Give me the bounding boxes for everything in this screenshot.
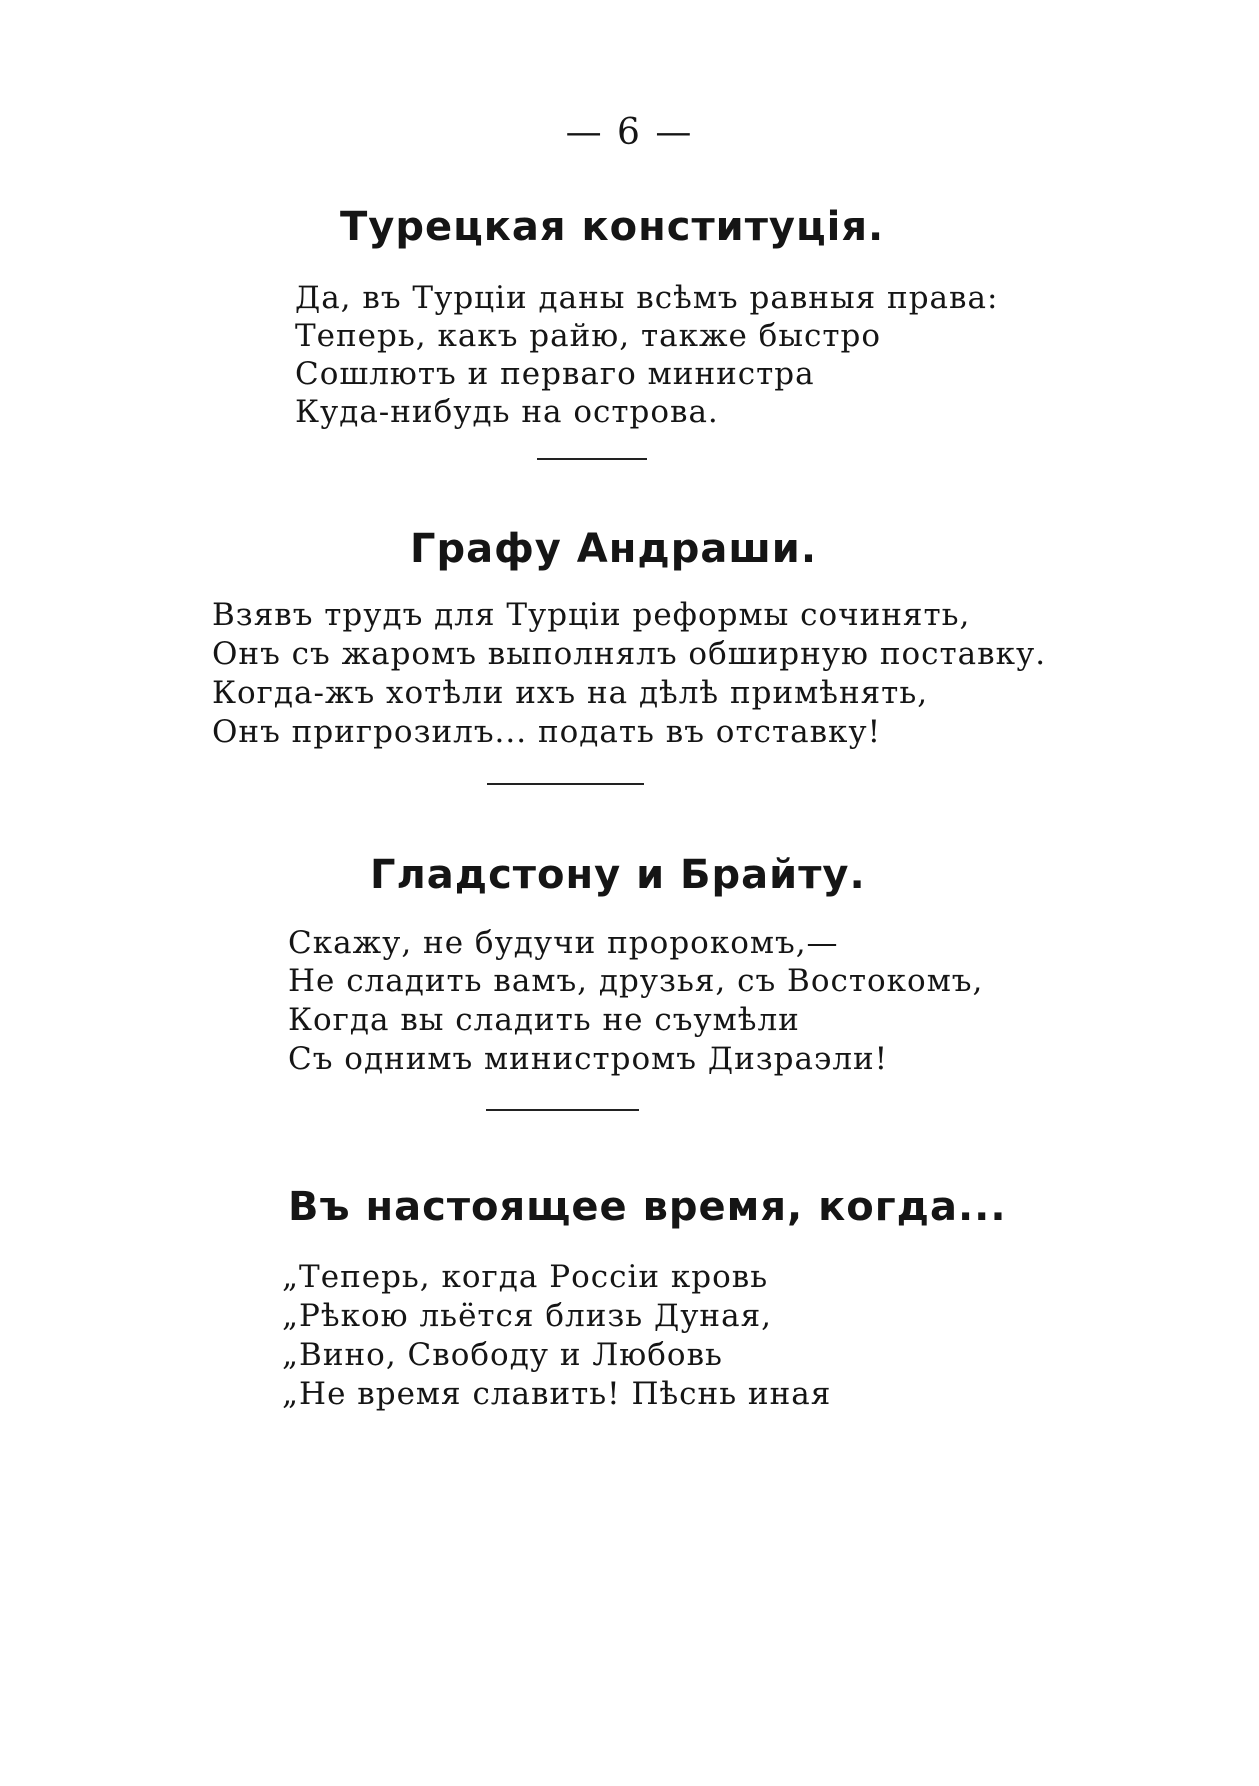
verse-line: „Рѣкою льётся близь Дуная, bbox=[282, 1298, 772, 1334]
verse-line: Онъ пригрозилъ... подать въ отставку! bbox=[212, 714, 882, 750]
poem-title: Гладстону и Брайту. bbox=[370, 852, 866, 898]
verse-line: Сошлютъ и перваго министра bbox=[295, 356, 815, 392]
verse-line: „Вино, Свободу и Любовь bbox=[282, 1337, 723, 1373]
verse-line: „Теперь, когда Россіи кровь bbox=[282, 1259, 769, 1295]
section-divider bbox=[486, 1109, 639, 1111]
verse-line: Да, въ Турціи даны всѣмъ равныя права: bbox=[295, 280, 999, 316]
verse-line: Куда-нибудь на острова. bbox=[295, 394, 719, 430]
poem-title: Графу Андраши. bbox=[410, 526, 818, 572]
verse-line: Скажу, не будучи пророкомъ,— bbox=[288, 925, 839, 961]
verse-line: „Не время славить! Пѣснь иная bbox=[282, 1376, 832, 1412]
verse-line: Когда вы сладить не съумѣли bbox=[288, 1002, 800, 1038]
poem-title: Турецкая конституція. bbox=[340, 204, 885, 250]
section-divider bbox=[487, 783, 644, 785]
verse-line: Не сладить вамъ, друзья, съ Востокомъ, bbox=[288, 963, 984, 999]
verse-line: Взявъ трудъ для Турціи реформы сочинять, bbox=[212, 597, 971, 633]
verse-line: Когда-жъ хотѣли ихъ на дѣлѣ примѣнять, bbox=[212, 675, 929, 711]
verse-line: Съ однимъ министромъ Дизраэли! bbox=[288, 1041, 889, 1077]
page-number: — 6 — bbox=[565, 112, 694, 153]
verse-line: Теперь, какъ райю, также быстро bbox=[295, 318, 882, 354]
verse-line: Онъ съ жаромъ выполнялъ обширную поставку. bbox=[212, 636, 1047, 672]
section-divider bbox=[537, 458, 647, 460]
poem-title: Въ настоящее время, когда... bbox=[288, 1184, 1007, 1230]
